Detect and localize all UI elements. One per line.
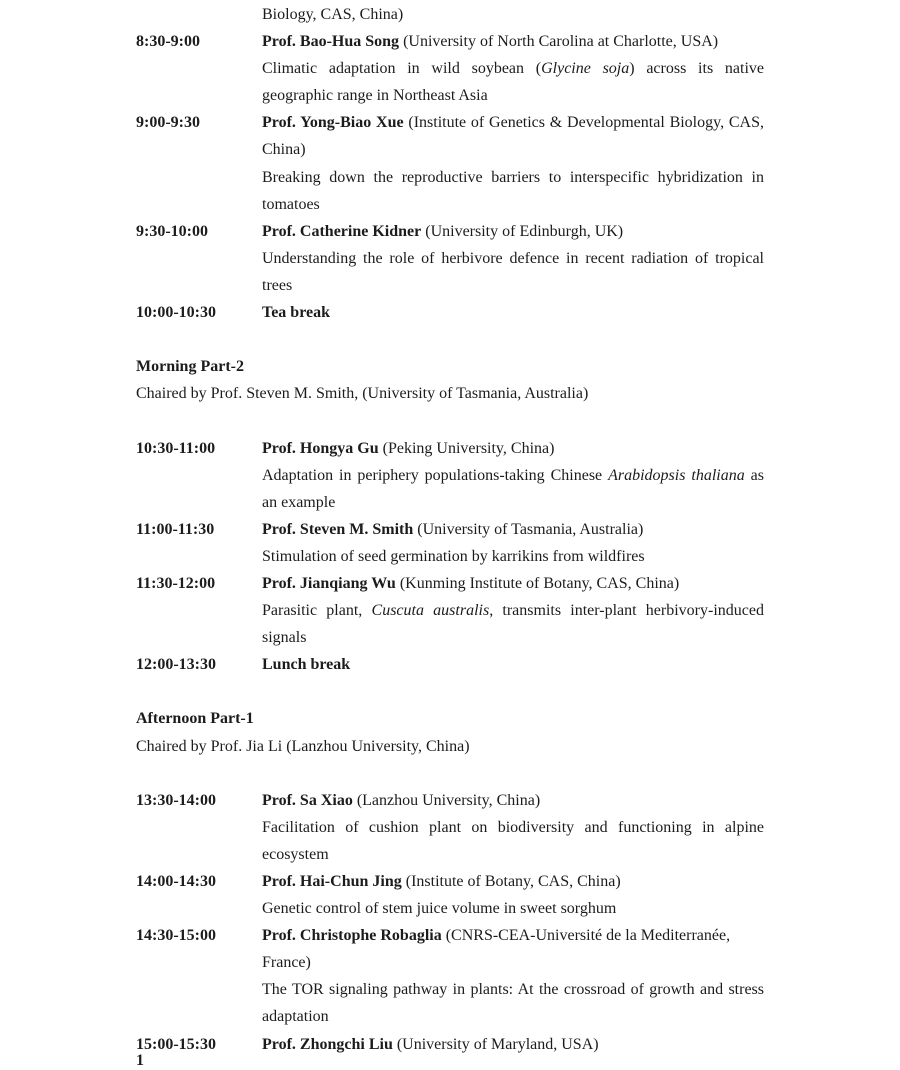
schedule-row [136,28,764,109]
text-segment: tomatoes [262,195,320,213]
row-spacer [136,760,764,787]
text-line [262,164,764,191]
schedule-row [136,570,764,651]
time-slot: 10:30-11:00 [136,439,216,457]
text-line [262,435,764,462]
text-segment: Climatic adaptation in wild soybean ( [262,60,542,78]
text-line [262,787,764,814]
text-segment: The TOR signaling pathway in plants: At the crossroad of growth and stress [262,981,764,999]
speaker-name: Prof. Catherine Kidner [262,222,422,240]
text-segment: Genetic control of stem juice volume in sweet sorghum [262,900,617,918]
text-segment: Understanding the role of herbivore defence in recent radiation of tropical [262,249,764,267]
schedule-row [136,1031,764,1058]
text-line [262,28,764,55]
text-line [262,868,764,895]
text-segment: Parasitic plant, [262,602,372,620]
species-name: Glycine soja [541,60,630,78]
text-line [262,1003,764,1030]
row-spacer [136,407,764,434]
session-heading [136,705,764,732]
affiliation: (Institute of Genetics & Developmental Biology, CAS, [403,114,765,132]
schedule [136,1,764,1058]
session-chair [136,733,764,760]
text-line [262,489,764,516]
text-line [262,651,764,678]
affiliation: (University of Tasmania, Australia) [413,520,644,538]
section-title: Afternoon Part-1 [136,710,254,728]
schedule-row-tea-break [136,299,764,326]
affiliation: (Institute of Botany, CAS, China) [401,873,621,890]
time-slot: 10:00-10:30 [136,304,216,322]
affiliation: (Peking University, China) [378,439,555,457]
text-line [262,841,764,868]
species-name: Arabidopsis thaliana [608,466,745,484]
schedule-row [136,109,764,217]
time-slot: 15:00-15:30 [136,1035,216,1053]
schedule-row [136,868,764,922]
speaker-name: Prof. Steven M. Smith [262,520,414,538]
time-slot: 14:30-15:00 [136,927,216,945]
text-segment: Stimulation of seed germination by karrikins from wildfires [262,547,645,565]
entry-content [262,922,764,1030]
text-segment: signals [262,629,307,647]
text-line [136,705,764,732]
time-slot: 9:30-10:00 [136,222,208,240]
text-line [262,272,764,299]
affiliation: (University of North Carolina at Charlotte, USA) [399,33,719,51]
time-slot: 9:00-9:30 [136,114,200,132]
entry-content [262,570,764,651]
text-line [262,191,764,218]
text-line [262,543,764,570]
affiliation: (University of Maryland, USA) [392,1035,599,1053]
text-line [262,976,764,1003]
text-line [262,922,764,949]
affiliation: (CNRS-CEA-Université de la Mediterranée, [441,927,731,945]
text-line [136,380,764,407]
entry-content [262,868,764,922]
speaker-name: Prof. Jianqiang Wu [262,574,396,592]
entry-content [136,733,764,760]
schedule-row [136,516,764,570]
entry-content [262,109,764,217]
text-line [262,299,764,326]
break-label: Tea break [262,304,331,322]
time-slot: 11:00-11:30 [136,520,215,538]
text-segment: adaptation [262,1008,329,1026]
entry-content [262,218,764,299]
speaker-name: Prof. Zhongchi Liu [262,1035,393,1053]
text-line [262,570,764,597]
break-label: Lunch break [262,656,351,674]
text-line [136,733,764,760]
text-segment: Facilitation of cushion plant on biodiversity and functioning in alpine [262,818,764,836]
schedule-row-continuation [136,1,764,28]
speaker-name: Prof. Christophe Robaglia [262,927,442,945]
chair-line: Chaired by Prof. Steven M. Smith, (University of Tasmania, Australia) [136,385,589,403]
text-line [262,949,764,976]
clipped-next-row-fragment: 1 [136,1052,144,1069]
text-line [262,109,764,136]
time-slot: 13:30-14:00 [136,791,216,809]
schedule-row [136,922,764,1030]
entry-content [262,1,764,28]
time-slot: 8:30-9:00 [136,33,200,51]
schedule-row [136,218,764,299]
entry-content [136,380,764,407]
row-spacer [136,326,764,353]
row-spacer [136,678,764,705]
text-segment: ) across its native [629,60,765,78]
text-segment: an example [262,493,336,511]
text-segment: France) [262,954,311,972]
schedule-row [136,787,764,868]
text-line [262,462,764,489]
affiliation: (Lanzhou University, China) [352,791,541,809]
text-line [262,814,764,841]
text-segment: Adaptation in periphery populations-taking Chinese [262,466,609,484]
text-line [136,353,764,380]
text-segment: ecosystem [262,845,329,863]
schedule-row-lunch-break [136,651,764,678]
text-line [262,624,764,651]
text-segment: geographic range in Northeast Asia [262,87,488,105]
schedule-row [136,435,764,516]
text-segment: China) [262,141,306,159]
time-slot: 14:00-14:30 [136,873,216,890]
text-line [262,245,764,272]
text-line [262,597,764,624]
species-name: Cuscuta australis [371,602,490,620]
text-segment: , transmits inter-plant herbivory-induced [489,602,764,620]
text-line [262,516,764,543]
text-segment: trees [262,276,293,294]
text-line [262,218,764,245]
text-segment: Biology, CAS, China) [262,6,404,23]
time-slot: 11:30-12:00 [136,574,216,592]
time-slot: 12:00-13:30 [136,656,216,674]
affiliation: (University of Edinburgh, UK) [421,222,624,240]
speaker-name: Prof. Yong-Biao Xue [262,114,404,132]
entry-content [136,705,764,732]
text-line [262,1031,764,1058]
text-line [262,1,764,28]
speaker-name: Prof. Sa Xiao [262,791,353,809]
entry-content [262,1031,764,1058]
affiliation: (Kunming Institute of Botany, CAS, China) [395,574,680,592]
entry-content [262,516,764,570]
entry-content [262,787,764,868]
entry-content [136,353,764,380]
text-segment: Breaking down the reproductive barriers to interspecific hybridization in [262,168,764,186]
text-line [262,136,764,163]
entry-content [262,651,764,678]
text-line [262,82,764,109]
speaker-name: Prof. Hai-Chun Jing [262,873,402,890]
entry-content [262,435,764,516]
entry-content [262,28,764,109]
text-line [262,895,764,922]
session-chair [136,380,764,407]
section-title: Morning Part-2 [136,358,244,376]
speaker-name: Prof. Bao-Hua Song [262,33,400,51]
chair-line: Chaired by Prof. Jia Li (Lanzhou University, China) [136,737,470,755]
speaker-name: Prof. Hongya Gu [262,439,379,457]
entry-content [262,299,764,326]
session-heading [136,353,764,380]
text-segment: as [744,466,765,484]
text-line [262,55,764,82]
